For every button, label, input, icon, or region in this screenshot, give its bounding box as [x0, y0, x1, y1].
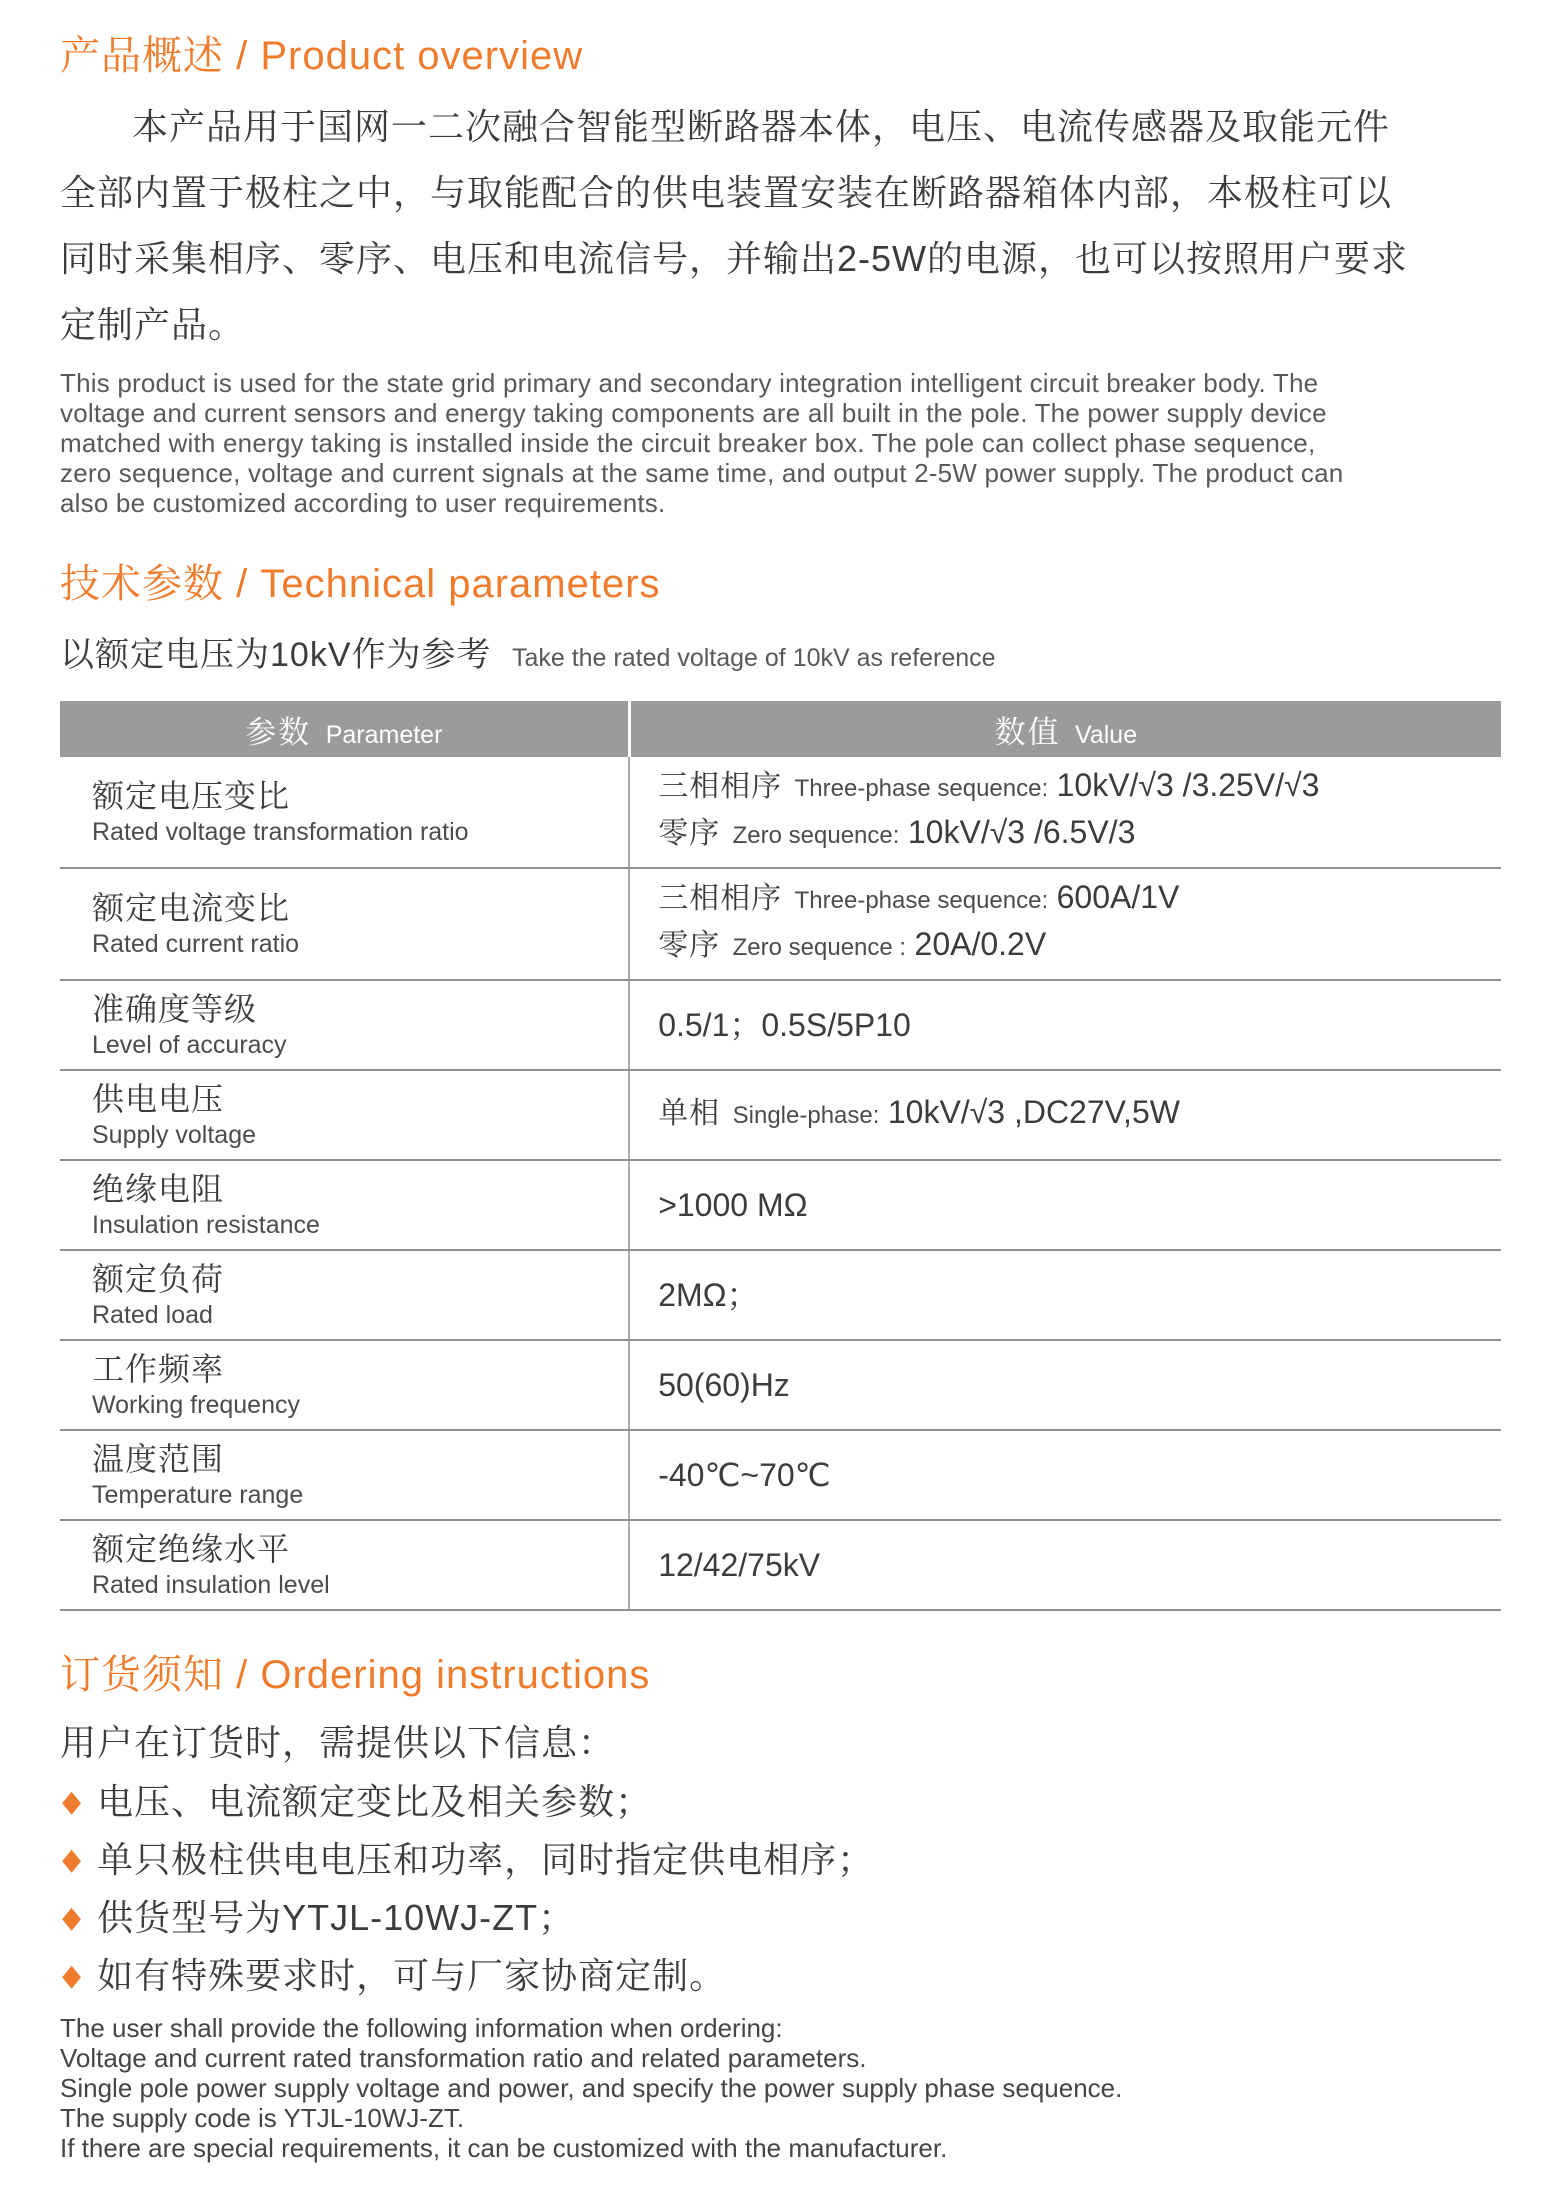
parameter-name-en: Temperature range [92, 1481, 304, 1509]
value-label-zh: 三相相序 [658, 770, 783, 803]
overview-paragraph-zh [60, 94, 1501, 358]
parameter-name-zh: 供电电压 [92, 1081, 225, 1117]
reference-note-zh: 以额定电压为10kV作为参考 [60, 636, 492, 674]
value-figure: 12/42/75kV [658, 1547, 821, 1583]
bullet-text: 单只极柱供电电压和功率，同时指定供电相序； [97, 1839, 875, 1880]
value-header-zh: 数值 [994, 714, 1061, 750]
diamond-bullet-icon: ◆ [62, 1843, 82, 1876]
value-line [658, 1092, 1501, 1139]
parameter-header-zh: 参数 [245, 714, 312, 750]
value-figure: 600A/1V [1056, 879, 1180, 915]
parameter-name-zh: 额定绝缘水平 [92, 1531, 291, 1567]
value-column-header [629, 701, 1501, 757]
parameter-name-zh: 工作频率 [92, 1351, 225, 1387]
parameter-cell [60, 1520, 629, 1610]
parameter-cell [60, 757, 629, 868]
table-row-insulation-resistance [60, 1160, 1501, 1250]
rated-voltage-reference-note [60, 632, 1501, 685]
value-cell [629, 1070, 1501, 1160]
value-line [658, 765, 1501, 812]
diamond-bullet-icon: ◆ [62, 1901, 82, 1934]
ordering-note-line: If there are special requirements, it can be customized with the manufacturer. [60, 2133, 948, 2163]
value-figure: 10kV/√3 ,DC27V,5W [887, 1093, 1180, 1130]
parameter-name-zh: 准确度等级 [92, 991, 258, 1027]
overview-en-line: voltage and current sensors and energy taking components are all built in the pole. The power supply device [60, 398, 1327, 428]
bullet-text: 如有特殊要求时，可与厂家协商定制。 [97, 1955, 727, 1996]
list-item [60, 1953, 1501, 1999]
overview-en-line: This product is used for the state grid primary and secondary integration intelligent circuit breaker body. The [60, 368, 1319, 398]
parameter-name-zh: 额定负荷 [92, 1261, 225, 1297]
overview-en-line: also be customized according to user requirements. [60, 488, 666, 518]
list-item [60, 1895, 1501, 1941]
ordering-intro: 用户在订货时，需提供以下信息： [60, 1722, 616, 1763]
value-line [658, 812, 1501, 859]
value-cell [629, 1250, 1501, 1340]
bullet-text: 供货型号为YTJL-10WJ-ZT； [97, 1897, 576, 1938]
ordering-note-line: The supply code is YTJL-10WJ-ZT. [60, 2103, 465, 2133]
diamond-bullet-icon: ◆ [62, 1785, 82, 1818]
overview-en-line: matched with energy taking is installed inside the circuit breaker box. The pole can collect phase sequence, [60, 428, 1316, 458]
value-header-en: Value [1075, 720, 1138, 749]
list-item [60, 1837, 1501, 1883]
parameter-cell [60, 980, 629, 1070]
parameter-cell [60, 1070, 629, 1160]
value-line [658, 877, 1501, 924]
value-figure: 20A/0.2V [914, 926, 1047, 962]
value-label-zh: 三相相序 [658, 882, 783, 915]
parameter-cell [60, 1430, 629, 1520]
technical-section-title: 技术参数 / Technical parameters [60, 562, 661, 606]
table-row-rated-voltage-ratio [60, 757, 1501, 868]
ordering-note-line: The user shall provide the following information when ordering: [60, 2013, 783, 2043]
list-item [60, 1779, 1501, 1825]
diamond-bullet-icon: ◆ [62, 1959, 82, 1992]
parameter-name-zh: 绝缘电阻 [92, 1171, 225, 1207]
parameter-name-zh: 额定电流变比 [92, 890, 291, 926]
value-line [658, 924, 1501, 971]
parameter-name-en: Working frequency [92, 1391, 300, 1419]
ordering-notes-en [60, 2013, 1501, 2163]
table-row-accuracy-level [60, 980, 1501, 1070]
value-figure: >1000 MΩ [658, 1187, 808, 1223]
value-figure: 0.5/1；0.5S/5P10 [658, 1007, 911, 1043]
technical-parameters-table [60, 701, 1501, 1611]
overview-paragraph-en [60, 368, 1501, 518]
parameter-name-en: Insulation resistance [92, 1211, 320, 1239]
table-row-rated-insulation-level [60, 1520, 1501, 1610]
ordering-bullet-list [60, 1779, 1501, 1999]
overview-zh-line: 同时采集相序、零序、电压和电流信号，并输出2-5W的电源，也可以按照用户要求 [60, 238, 1409, 279]
table-header-row [60, 701, 1501, 757]
value-label-zh: 单相 [658, 1096, 721, 1130]
ordering-note-line: Voltage and current rated transformation ratio and related parameters. [60, 2043, 867, 2073]
value-cell [629, 980, 1501, 1070]
overview-zh-line: 全部内置于极柱之中，与取能配合的供电装置安装在断路器箱体内部，本极柱可以 [60, 172, 1393, 213]
parameter-cell [60, 1340, 629, 1430]
value-figure: 10kV/√3 /6.5V/3 [907, 814, 1136, 850]
table-row-temperature-range [60, 1430, 1501, 1520]
value-figure: 10kV/√3 /3.25V/√3 [1056, 767, 1320, 803]
table-row-rated-load [60, 1250, 1501, 1340]
value-label-en: Zero sequence : [732, 934, 907, 961]
value-label-en: Three-phase sequence: [794, 775, 1049, 802]
ordering-note-line: Single pole power supply voltage and power, and specify the power supply phase sequence. [60, 2073, 1123, 2103]
parameter-name-en: Rated current ratio [92, 930, 300, 958]
reference-note-en: Take the rated voltage of 10kV as reference [511, 644, 996, 672]
overview-zh-line: 本产品用于国网一二次融合智能型断路器本体，电压、电流传感器及取能元件 [132, 106, 1391, 147]
parameter-cell [60, 1250, 629, 1340]
overview-zh-line: 定制产品。 [60, 304, 246, 345]
value-figure: 50(60)Hz [658, 1367, 790, 1403]
parameter-name-zh: 温度范围 [92, 1441, 225, 1477]
parameter-column-header [60, 701, 629, 757]
parameter-name-en: Level of accuracy [92, 1031, 287, 1059]
table-row-working-frequency [60, 1340, 1501, 1430]
parameter-name-en: Supply voltage [92, 1121, 257, 1149]
parameter-cell [60, 1160, 629, 1250]
value-label-en: Single-phase: [732, 1101, 880, 1129]
table-row-supply-voltage [60, 1070, 1501, 1160]
overview-section-title: 产品概述 / Product overview [60, 34, 584, 78]
table-row-rated-current-ratio [60, 868, 1501, 980]
value-label-zh: 零序 [658, 929, 721, 962]
value-cell [629, 1520, 1501, 1610]
value-label-zh: 零序 [658, 817, 721, 850]
value-cell [629, 1430, 1501, 1520]
value-label-en: Zero sequence: [732, 822, 900, 849]
value-cell [629, 1340, 1501, 1430]
parameter-name-en: Rated insulation level [92, 1571, 330, 1599]
value-cell [629, 757, 1501, 868]
value-figure: 2MΩ； [658, 1277, 759, 1313]
value-label-en: Three-phase sequence: [794, 887, 1049, 914]
overview-en-line: zero sequence, voltage and current signals at the same time, and output 2-5W power supply. The product can [60, 458, 1344, 488]
value-cell [629, 868, 1501, 980]
parameter-name-en: Rated voltage transformation ratio [92, 818, 469, 846]
ordering-section-title: 订货须知 / Ordering instructions [60, 1653, 651, 1697]
parameter-cell [60, 868, 629, 980]
parameter-name-en: Rated load [92, 1301, 213, 1329]
value-cell [629, 1160, 1501, 1250]
bullet-text: 电压、电流额定变比及相关参数； [97, 1781, 653, 1822]
value-figure: -40℃~70℃ [658, 1457, 831, 1493]
parameter-header-en: Parameter [325, 720, 443, 749]
parameter-name-zh: 额定电压变比 [92, 778, 291, 814]
